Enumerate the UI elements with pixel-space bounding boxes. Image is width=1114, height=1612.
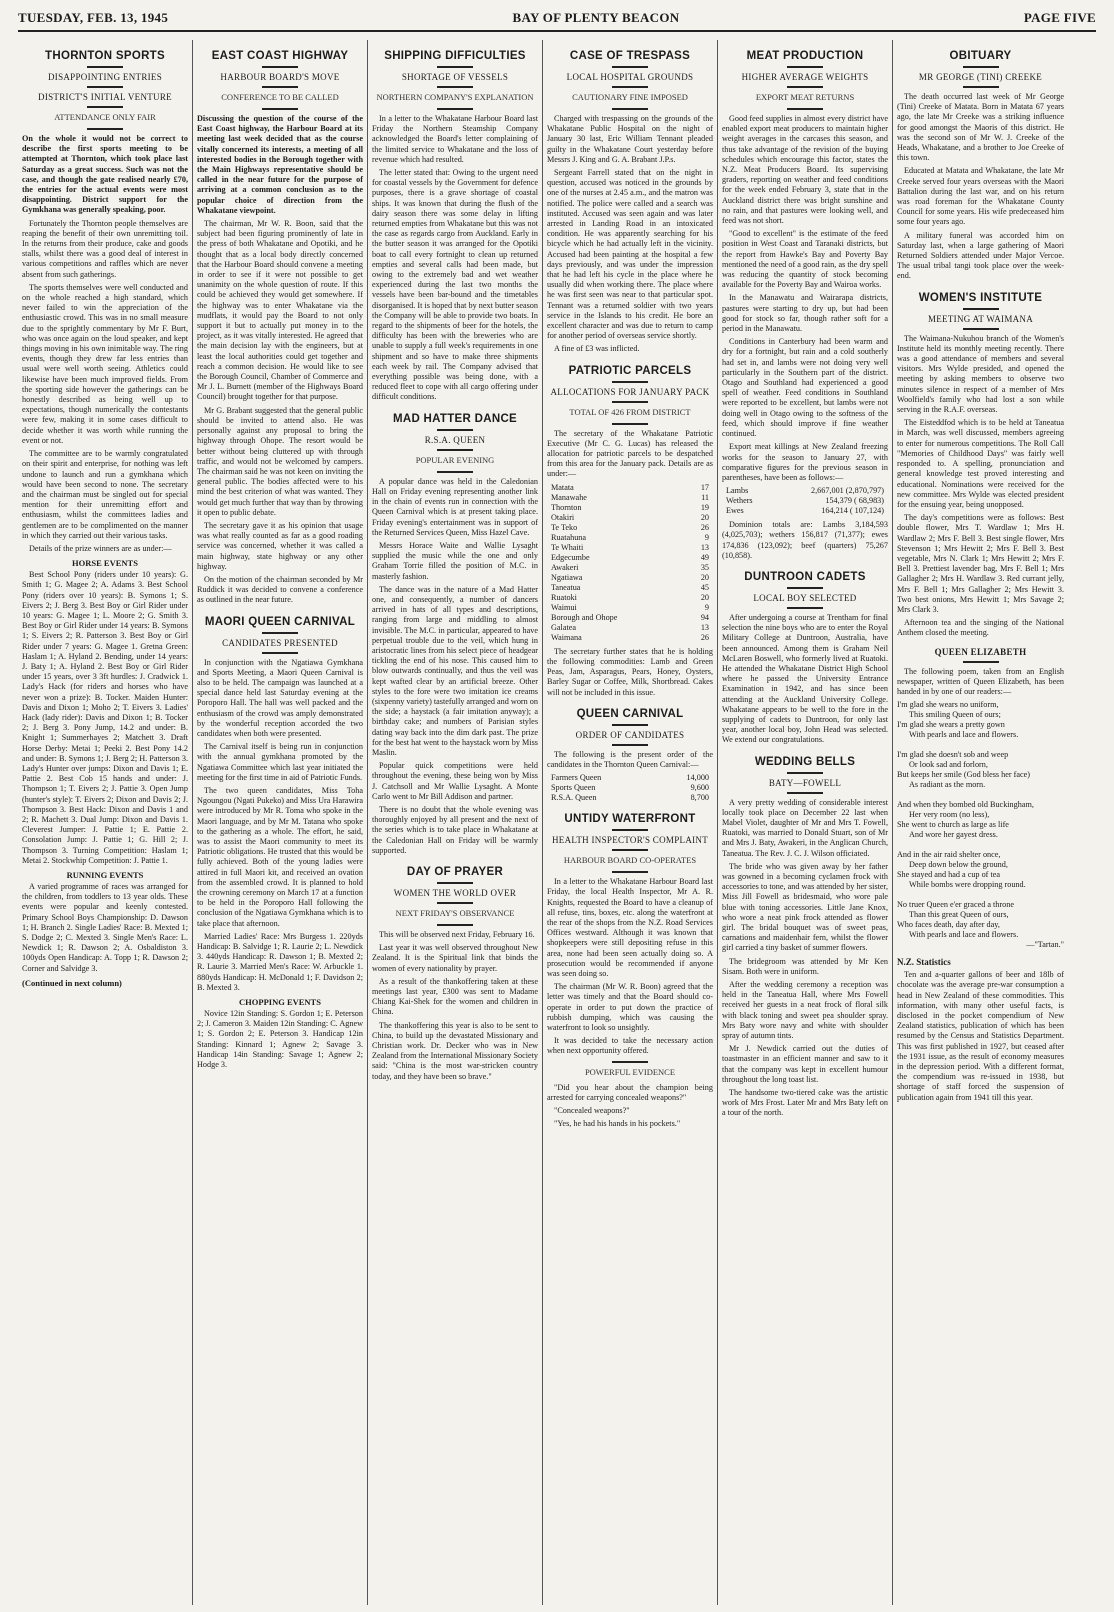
poem-line: I'm glad she wears no uniform, — [897, 700, 999, 710]
paragraph: It was decided to take the necessary action when next opportunity offered. — [547, 1036, 713, 1056]
paragraph: The two queen candidates, Miss Toha Ngoungou (Ngati Pukeko) and Miss Ura Harawira were introduced by Mr R. Toma who spoke in the Maori language, and by Mr M. Tatana who spoke to the gathering as a whole. The effort, he said, was to assist the Maori community to meet its Patriotic obligations. He trusted that this would be fully achieved. Both of the young ladies were attired in full Maori kit, and received an ovation from the assembled crowd. It is planned to hold the crowning ceremony on March 17 at a function to be held in the Poroporo Hall following the conclusion of the Ngatiawa Gymkhana which is to take place that afternoon. — [197, 785, 363, 928]
divider — [787, 86, 823, 88]
table-cell: Galatea — [551, 622, 576, 632]
paragraph: Good feed supplies in almost every district have enabled export meat producers to maintain higher weight averages in the carcases this season, and thus take advantage of the revision of the buying schedules which encourage this factor, states the N.Z. Meat Producers Board. Its supervising graders, reporting on weather and feed conditions for the week ended February 3, state that in the Auckland district there was bright sunshine and no rain, and that pastures were looking well, and feed was not short. — [722, 114, 888, 226]
paragraph: As a result of the thankoffering taken at these meetings last year, £300 was sent to Madame Chiang Kai-Shek for the women and children in China. — [372, 976, 538, 1017]
paragraph: The Waimana-Nukuhou branch of the Women's Institute held its monthly meeting recently. There was a good attendance of members and several visitors. Mrs Wylde presided, and opened the meeting by asking members to observe two minutes silence in respect of a member of Mrs Woolfield's family who had lost a son while serving in the R.A.F. overseas. — [897, 333, 1064, 415]
table-cell: Ruatahuna — [551, 532, 587, 542]
column-5 — [718, 40, 893, 1605]
divider — [787, 587, 823, 589]
table-cell: 26 — [700, 522, 709, 532]
table-row — [722, 496, 888, 506]
table-cell: 13 — [700, 542, 709, 552]
table-cell: Farmers Queen — [551, 773, 602, 783]
table-cell: 20 — [700, 592, 709, 602]
paragraph: Last year it was well observed throughout New Zealand. It is the Spiritual link that binds the women of every nationality by prayer. — [372, 943, 538, 973]
table-cell: 14,000 — [686, 773, 709, 783]
table-row — [547, 773, 713, 783]
table-cell: Borough and Ohope — [551, 612, 618, 622]
table-cell: 20 — [700, 572, 709, 582]
table-cell: 154,379 ( 68,983) — [825, 496, 884, 506]
column-4 — [543, 40, 718, 1605]
divider — [612, 66, 648, 68]
divider — [437, 86, 473, 88]
divider — [963, 308, 999, 310]
article-case-of-trespass — [547, 50, 713, 355]
divider — [963, 86, 999, 88]
poem-line: And wore her gayest dress. — [909, 830, 998, 840]
subheading: CANDIDATES PRESENTED — [222, 637, 338, 648]
headline: PATRIOTIC PARCELS — [568, 364, 692, 377]
divider — [612, 829, 648, 831]
paragraph: The secretary of the Whakatane Patriotic Executive (Mr C. G. Lucas) has released the allocation for patriotic parcels to be despatched from this area for the January pack. Details are as under:— — [547, 428, 713, 479]
poem-line: Who faces death, day after day, — [897, 920, 1000, 930]
paragraph: Export meat killings at New Zealand freezing works for the season to January 27, with comparative figures for the previous season in parentheses, have been as follows:— — [722, 442, 888, 482]
headline: N.Z. Statistics — [897, 957, 951, 968]
column-2 — [193, 40, 368, 1605]
table-cell: 8,700 — [690, 793, 709, 803]
table-row — [547, 593, 713, 603]
table-row — [547, 493, 713, 503]
table-cell: 94 — [700, 612, 709, 622]
divider — [612, 108, 648, 110]
poem-line: She went to church as large as life — [897, 820, 1009, 830]
divider — [612, 744, 648, 746]
divider — [963, 661, 999, 663]
divider — [787, 772, 823, 774]
table-cell: Taneatua — [551, 582, 581, 592]
continuation-note: (Continued in next column) — [22, 977, 122, 988]
paragraph: Educated at Matata and Whakatane, the late Mr Creeke served four years overseas with the Maori Battalion during the last war, and on his return was road foreman for the Whakatane County Council for some years. His wife predeceased him some four years ago. — [897, 166, 1064, 227]
divider — [437, 924, 473, 926]
subheading: CONFERENCE TO BE CALLED — [221, 92, 339, 102]
article-patriotic-parcels — [547, 365, 713, 698]
poem-line: With pearls and lace and flowers. — [909, 730, 1019, 740]
table-cell: Sports Queen — [551, 783, 596, 793]
results-paragraph: Novice 12in Standing: S. Gordon 1; E. Peterson 2; J. Cameron 3. Maiden 12in Standing: C. Agnew 1; S. Gordon 2; E. Peterson 3. Handicap 12in Standing: Kinnard 1; Agnew 2; Savage 3. Handicap 14in Standing: Savage 1; Agnew 2; Hodge 3. — [197, 1009, 363, 1070]
subheading: MR GEORGE (TINI) CREEKE — [918, 72, 1043, 82]
table-row — [547, 553, 713, 563]
table-cell: 49 — [700, 552, 709, 562]
paragraph: The Eisteddfod which is to be held at Taneatua in March, was well discussed, members agreeing to enter for numerous competitions. The Roll Call "Memories of Childhood Days" was fairly well responded to. A spelling, pronunciation and general knowledge test proved interesting and educational. Nominations were received for the new committee. Mrs Wylde was elected president for the ensuing year, being unopposed. — [897, 418, 1064, 509]
table-row — [547, 583, 713, 593]
headline: SHIPPING DIFFICULTIES — [384, 50, 526, 62]
paragraph: Charged with trespassing on the grounds of the Whakatane Public Hospital on the night of January 30 last, Eric William Tennant pleaded guilty in the Whakatane Court yesterday before Messrs J. King and G. A. Brabant J.P.s. — [547, 114, 713, 164]
headline: WEDDING BELLS — [754, 755, 856, 768]
poem-line: And when they bombed old Buckingham, — [897, 800, 1034, 810]
paragraph: After undergoing a course at Trentham for final selection the nine boys who are to enter the Royal Military College at Duntroon, Australia, have been announced. Among them is Graham Neil McLaren Boswell, who formerly lived at Ruatoki. He attended the Whakatane District High School where he passed the University Entrance Examination in 1942, and has since been attending at the Auckland University College. Whakatane appears to be well to the fore in the supplying of cadets to Duntroon, for only last year, another local boy, John Head was selected. We extend our congratulations. — [722, 612, 888, 745]
headline: DUNTROON CADETS — [744, 570, 866, 583]
newspaper-name: BAY OF PLENTY BEACON — [512, 10, 680, 25]
divider — [437, 471, 473, 473]
poem-line: As radiant as the morn. — [909, 780, 986, 790]
article-nz-statistics — [897, 957, 1064, 1103]
table-cell: Otakiri — [551, 512, 575, 522]
table-row — [547, 523, 713, 533]
divider — [787, 792, 823, 794]
subheading: MEETING AT WAIMANA — [927, 313, 1034, 324]
subheading: DISTRICT'S INITIAL VENTURE — [38, 92, 172, 102]
divider — [262, 66, 298, 68]
paragraph: In a letter to the Whakatane Harbour Board last Friday, the local Health Inspector, Mr A. R. Knights, requested the Board to have a cleanup of all refuse, tins, boxes, etc. along the waterfront at the rear of the shops from the N.Z. Road Services Offices westward. Although it was known that shopkeepers were still depositing refuse in this area, none had been seen actually doing so. A prosecution would be recommended if anyone was seen doing so. — [547, 877, 713, 978]
divider — [87, 66, 123, 68]
table-cell: 13 — [700, 622, 709, 632]
headline: UNTIDY WATERFRONT — [564, 813, 696, 826]
paragraph: Sergeant Farrell stated that on the night in question, accused was noticed in the grounds by one of the nurses at 2.45 a.m., and the matron was notified. The police were called and a search was instituted. Accused was seen again and was later arrested in Landing Road in an intoxicated condition. He was apparently searching for his bicycle which he had actually left in the vicinity. Accused had been painting at the hospital a few days previously, and was under the impression that he had left his cycle in the place where he usually did when working there. The place where he was first seen was near to that particular spot. Tennant was a returned soldier with two years service in the Islands to his credit. He bore an excellent character and was due to return to camp for another period of overseas service shortly. — [547, 168, 713, 341]
table-cell: Te Whaiti — [551, 542, 584, 552]
parcel-allocation-table — [547, 483, 713, 643]
poem-line — [897, 790, 1064, 800]
paragraph: The sports themselves were well conducted and on the whole reached a high standard, which never failed to win the appreciation of the enthusiastic crowd. This was in no small measure due to the sprightly commentary by Mr F. Burt, who was once again on the loud speaker, and kept things moving in his own inimitable way. The ring events, though they drew far less entries than usual were well worth seeing. Athletics could likewise have been much improved fields. From the sporting side however the gatherings can be honestly described as being well up to expectations, though numerically the contestants were few, making it in some cases difficult to decide whether it was worth while running the event or not. — [22, 282, 188, 445]
paragraph: "Did you hear about the champion being arrested for carrying concealed weapons?" — [547, 1082, 713, 1102]
paragraph: On the motion of the chairman seconded by Mr Ruddick it was decided to convene a conference as outlined in the near future. — [197, 574, 363, 605]
paragraph: Ten and a-quarter gallons of beer and 18lb of chocolate was the average pre-war consumption a head in New Zealand of these commodities. This information, with many other useful facts, is disclosed in the pocket compendium of New Zealand statistics, publication of which has been resumed by the Census and Statistics Department. This was first published in 1927, but ceased after the 1931 issue, as the result of economy measures in the depression period. With a different format, the compendium was re-issued in 1938, but shortage of staff forced the suspension of publication again from 1941 till this year. — [897, 970, 1064, 1102]
article-obituary — [897, 50, 1064, 282]
paragraph: The secretary gave it as his opinion that usage was what really counted as far as a good roading service was concerned, whether it was called a main highway, state highway or any other highway. — [197, 520, 363, 571]
subheading: SHORTAGE OF VESSELS — [401, 72, 509, 82]
table-cell: Ewes — [726, 506, 744, 516]
divider — [262, 86, 298, 88]
article-meat-production — [722, 50, 888, 561]
paragraph: In conjunction with the Ngatiawa Gymkhana and Sports Meeting, a Maori Queen Carnival is also to be held. The campaign was launched at a special dance held last Saturday evening at the Poroporo Hall. The hall was well packed and the enthusiasm of the crowd was amply demonstrated by the wonderful reception accorded the two candidates when both were presented. — [197, 657, 363, 738]
article-east-coast-highway — [197, 50, 363, 606]
poem-line — [897, 840, 1064, 850]
paragraph: Fortunately the Thornton people themselves are reaping the benefit of their own unremitting toil. In the returns from their produce, cake and goods stalls, whilst there was a good deal of interest in various competitions and raffles which are never absent from such gatherings. — [22, 218, 188, 279]
table-cell: 45 — [700, 582, 709, 592]
subheading: NORTHERN COMPANY'S EXPLANATION — [376, 92, 534, 102]
table-cell: 35 — [700, 562, 709, 572]
paragraph: A very pretty wedding of considerable interest locally took place on December 22 last when Mabel Violet, daughter of Mr and Mrs T. Fowell, Ruatoki, was married to Donald Stuart, son of Mr and Mrs J. Baty, Awakeri, in the Anglican Church, Taneatua. The Rev. J. C. J. Wilson officiated. — [722, 797, 888, 858]
results-paragraph: Best School Pony (riders under 10 years): G. Smith 1; G. Magee 2; A. Adams 3. Best School Pony (riders over 10 years): B. Symons 1; S. Eivers 2; J. Berg 3. Best Boy or Girl Rider under 10 years: G. Magee 1; L. Moore 2; G. Smith 3. Best Boy or Girl Rider under 14 years: B. Symons 1; S. Eivers 2; R. Patterson 3. Best Boy or Girl Rider under 7 years: G. Magee 1. Gretna Green: Haslam 1; A. Hyland 2. Bending, under 14 years: J. Baty 1; A. Hyland 2. Best Boy or Girl Rider under 15 years, over 3 3ft hurdles: J. Cradwick 1. Lady's Hack (for riders and horses who have never won a prize): B. Tocker. Maiden Hunter: Davis and Dixon 1; Moho 2; T. Eivers 3. Ladies' Hack (lady rider): Davis and Dixon 1; B. Tocker 2; J. Berg 3. Pony Jump, 14.2 and under: B. Knight 1; Summerhayes 2; Matchett 3. Draft Horse Derby: Metai 1; Peeki 2. Best Pony 14.2 and under: B. Symons 1; J. Berg 2; H. Patterson 3. Lady's Hunter over jumps: Dixon and Davis 1; E. Pattie 2. Best Cob 15 hands and under: J. Thompson 1; T. Eivers 2; J. Pattie 3. Open Jump (hunter's style): T. Eivers 2; Dixon and Davis 2; J. Thompson 3. Best Hack: Dixon and Davis 1 and 2; R. Machett 3. Dual Jump: Dixon and Davis 1. Cleverest Jumper: J. Pattie 1; E. Pattie 2. Consolation Jump: J. Pattie 1; G. Hill 2; J. Thompson 3. Turning Competition: Haslam 1; Metai 2. Stockwhip Competition: J. Pattie 1. — [22, 570, 188, 865]
subheading: EXPORT MEAT RETURNS — [755, 92, 855, 102]
lead-paragraph: Discussing the question of the course of the East Coast highway, the Harbour Board at its meeting last week decided that as the course vitally concerned its interests, a meeting of all interested bodies in the Borough together with the Main Highways representative should be called in the near future for the purpose of arriving at a common conclusion as to the popular choice of direction from the Whakatane viewpoint. — [197, 114, 363, 215]
section-heading: CHOPPING EVENTS — [239, 997, 321, 1008]
paragraph: There is no doubt that the whole evening was thoroughly enjoyed by all present and the next of the series which is to take place in Whakatane at the Caledonian Hall on Friday will be warmly supported. — [372, 804, 538, 855]
paragraph: Afternoon tea and the singing of the National Anthem closed the meeting. — [897, 618, 1064, 638]
paragraph: A fine of £3 was inflicted. — [554, 344, 640, 354]
headline: OBITUARY — [949, 50, 1012, 62]
table-cell: Waimana — [551, 632, 582, 642]
table-cell: 11 — [701, 492, 709, 502]
table-cell: Thornton — [551, 502, 582, 512]
headline: MAORI QUEEN CARNIVAL — [204, 615, 356, 628]
paragraph: The death occurred last week of Mr George (Tini) Creeke of Matata. Born in Matata 67 years ago, the late Mr Creeke was a striking influence for good amongst the Maoris of this district. He was the second son of Mr W. J. Creeke of the Heads, Whakatane, and a brother to Joe Creeke of this town. — [897, 92, 1064, 163]
paragraph: The committee are to be warmly congratulated on their spirit and enterprise, for nothing was left undone to launch and run a gymkhana which would have been second to none. The secretary and the chairman must be singled out for special mention for their unremitting effort and enthusiasm, whilst the committees ladies and gentlemen are to be complimented on the manner in which they carried out their various tasks. — [22, 449, 188, 540]
subheading: BATY—FOWELL — [768, 777, 842, 788]
table-cell: 17 — [700, 482, 709, 492]
poem-line: But keeps her smile (God bless her face) — [897, 770, 1031, 780]
divider — [612, 86, 648, 88]
article-wedding-bells — [722, 756, 888, 1119]
paragraph: A military funeral was accorded him on Saturday last, when a large gathering of Maori Returned Soldiers attended under Major Vercoe. The usual tribal tangi took place over the week-end. — [897, 230, 1064, 281]
paragraph: The chairman, Mr W. R. Boon, said that the subject had been figuring prominently of late in the press of both Whakatane and Opotiki, and he thought that as a local body directly concerned that the Harbour Board should convene a meeting in order to see if it were not possible to get unanimity on the whole question of route. If this could be achieved they would get somewhere. If the highway was to enter Whakatane via the mudflats, it would pay the Board to not only support it but to actually put money in to the project, as it was vitally interested. He agreed that the main decision lay with the engineers, but at least the local authorities could get together and reach a common decision. He would like to see the Borough Council, Chamber of Commerce and Mr J. L. Burnett (member of the Highways Board Council) brought together for that purpose. — [197, 219, 363, 402]
column-1 — [18, 40, 193, 1605]
paragraph: This will be observed next Friday, February 16. — [379, 930, 535, 939]
subheading: CAUTIONARY FINE IMPOSED — [572, 92, 688, 102]
paragraph: Messrs Horace Waite and Wallie Lysaght supplied the music while the one and only Graham Torrie filled the position of M.C. in masterly fashion. — [372, 540, 538, 581]
headline: EAST COAST HIGHWAY — [211, 50, 349, 62]
poem-line: This smiling Queen of ours; — [909, 710, 1001, 720]
table-row — [547, 563, 713, 573]
table-row — [547, 543, 713, 553]
column-3 — [368, 40, 543, 1605]
paragraph: Details of the prize winners are as under:— — [29, 543, 172, 553]
subheading: DISAPPOINTING ENTRIES — [47, 72, 163, 82]
table-cell: Waimui — [551, 602, 577, 612]
table-cell: R.S.A. Queen — [551, 793, 597, 803]
lead-paragraph: On the whole it would not be correct to describe the first sports meeting to be attempted at Thornton, which took place last Saturday as a great success. Such was not the case, and though the gate realised nearly £70, the entries for the actual events were most disappointing. District support for the Gymkhana was generally speaking, poor. — [22, 134, 188, 215]
meat-killings-table — [722, 486, 888, 516]
table-row — [547, 793, 713, 803]
divider — [437, 429, 473, 431]
subheading: HEALTH INSPECTOR'S COMPLAINT — [551, 835, 709, 846]
headline: QUEEN CARNIVAL — [576, 707, 684, 720]
section-heading: RUNNING EVENTS — [66, 870, 144, 881]
results-paragraph: Married Ladies' Race: Mrs Burgess 1. 220yds Handicap: B. Salvidge 1; R. Laurie 2; L. Newdick 3. 440yds Handicap: R. Dawson 1; B. Mexted 2; R. Laurie 3. Married Men's Race: W. Arbuckle 1. 880yds Handicap: H. McDonald 1; F. Davidson 2; B. Mexted 3. — [197, 931, 363, 992]
poem-line: Deep down below the ground, — [909, 860, 1008, 870]
divider — [437, 108, 473, 110]
article-shipping-difficulties — [372, 50, 538, 403]
poem-line: And in the air raid shelter once, — [897, 850, 1001, 860]
poem-line: While bombs were dropping round. — [909, 880, 1026, 890]
subheading: POPULAR EVENING — [415, 454, 495, 465]
table-row — [547, 623, 713, 633]
page-number: PAGE FIVE — [1023, 10, 1096, 25]
headline: MAD HATTER DANCE — [392, 412, 518, 425]
paragraph: The letter stated that: Owing to the urgent need for coastal vessels by the Government for defence purposes, there is a grave shortage of coastal ships. It was known that during the flush of the dairy season there was some delay in lifting returned empties from Whakatane but this was not the case as regards cargo from Auckland. Early in the butter season it was arranged for the Opotiki boat to call every fortnight to clean up returned empties and several calls had been made, but owing to the extremely bad and wet weather experienced during the last two months the vessels have been bar-bound and the timetables disorganised. It is hoped that by next butter season the Company will be able to provide two boats. In regard to the shipments of beer for the hotels, the difficulty has been with the breweries who are unable to supply a full week's requirements in one shipment and so have to make three shipments each week by rail. The Company advised that everything possible was being done, with a reduced fleet to cope with all cargo offering under difficult conditions. — [372, 168, 538, 402]
table-cell: Manawahe — [551, 492, 587, 502]
table-row — [722, 506, 888, 516]
article-mad-hatter-dance — [372, 413, 538, 856]
paragraph: The Carnival itself is being run in conjunction with the annual gymkhana promoted by the Ngatiawa Committee which last year initiated the meeting for the first time in aid of Patriotic Funds. — [197, 742, 363, 782]
issue-date: TUESDAY, FEB. 13, 1945 — [18, 10, 169, 25]
divider — [612, 1061, 648, 1063]
divider — [87, 86, 123, 88]
paragraph: The following poem, taken from an English newspaper, written of Queen Elizabeth, has been handed in by one of our readers:— — [897, 666, 1064, 696]
article-queen-elizabeth — [897, 647, 1064, 950]
headline: QUEEN ELIZABETH — [934, 646, 1027, 657]
paragraph: Dominion totals are: Lambs 3,184,593 (4,025,703); wethers 156,817 (71,377); ewes 174,836 (123,092); beef (quarters) 75,267 (10,858). — [722, 520, 888, 560]
table-row — [547, 613, 713, 623]
divider — [87, 128, 123, 130]
subheading: HARBOUR BOARD CO-OPERATES — [563, 855, 697, 866]
results-paragraph: A varied programme of races was arranged for the children, from toddlers to 13 year olds. These events were popular and keenly contested. Primary School Boys Championship: D. Dawson 1; H. Branch 2. Single Ladies' Race: B. Mexted 1; S. Dodge 2; C. Mexted 3. Single Men's Race: L. Newdick 1; R. Dawson 2; A. Osbaldiston 3. 100yds Open Handicap: A. Topp 1; R. Dawson 2; Corner and Salvidge 3. — [22, 882, 188, 973]
paragraph: Conditions in Canterbury had been warm and dry for a fortnight, but rain and a cold southerly had set in, and lambs were not doing very well particularly in the Southern part of the district. Otago and Southland had experienced a good spell of weather. Feed conditions in Southland were reported to be excellent, but lambs were not doing well in Otago owing to the softness of the feed, which should improve if fine weather continued. — [722, 337, 888, 439]
table-cell: 9 — [704, 532, 709, 542]
poem — [897, 700, 1064, 940]
paragraph: "Concealed weapons?" — [554, 1105, 630, 1115]
paragraph: The handsome two-tiered cake was the artistic work of Mrs Frost. Later Mr and Mrs Baty left on a tour of the north. — [722, 1088, 888, 1118]
subheading: WOMEN THE WORLD OVER — [393, 888, 517, 898]
table-cell: Ruatoki — [551, 592, 577, 602]
subheading: ORDER OF CANDIDATES — [575, 729, 685, 740]
article-duntroon-cadets — [722, 571, 888, 746]
divider — [612, 871, 648, 873]
table-row — [547, 533, 713, 543]
paragraph: In a letter to the Whakatane Harbour Board last Friday the Northern Steamship Company acknowledged the Board's letter complaining of the limited service to Whakatane and the loss of revenue which had resulted. — [372, 114, 538, 164]
table-cell: Wethers — [726, 496, 753, 506]
poem-line: Than this great Queen of ours, — [909, 910, 1009, 920]
headline: MEAT PRODUCTION — [746, 50, 864, 62]
poem-line: With pearls and lace and flowers. — [909, 930, 1019, 940]
table-row — [547, 783, 713, 793]
divider — [612, 401, 648, 403]
paragraph: The chairman (Mr W. R. Boon) agreed that the letter was timely and that the Board should co-operate in order to put down the practice of rubbish dumping, which was causing the waterfront to look so unsightly. — [547, 982, 713, 1032]
table-row — [547, 633, 713, 643]
paragraph: The bridegroom was attended by Mr Ken Sisam. Both were in uniform. — [722, 956, 888, 976]
divider — [262, 632, 298, 634]
divider — [437, 882, 473, 884]
table-row — [547, 513, 713, 523]
subheading: LOCAL HOSPITAL GROUNDS — [566, 72, 694, 82]
masthead — [18, 6, 1096, 32]
paragraph: Mr J. Newdick carried out the duties of toastmaster in an efficient manner and saw to it that the company was kept in excellent humour throughout the long toast list. — [722, 1044, 888, 1084]
divider — [787, 66, 823, 68]
divider — [963, 66, 999, 68]
poem-line: Or look sad and forlorn, — [909, 760, 988, 770]
paragraph: The dance was in the nature of a Mad Hatter one, and consequently, a number of dancers arrived in hats of all types and descriptions, ranging from large and middling to almost invisible. The M.C. in particular, appeared to have perpetual trouble due to the veil, which hung in aristocratic lines from his select piece of headgear tickling the end of his nose. This caused him to blow outwards continually, and thus the veil was kept wafted clear by an artificial breeze. Other styles to the fore were two imitation ice creams (sixpenny variety) tastefully arranged and worn on the side; a haystack (a fair imitation anyway); a birthday cake; and numbers of Parisian styles dating way back into the dim dark past. The prize for the best hat went to the haystack worn by Miss Maslin. — [372, 584, 538, 757]
divider — [612, 724, 648, 726]
article-day-of-prayer — [372, 866, 538, 1082]
divider — [787, 108, 823, 110]
subheading: HIGHER AVERAGE WEIGHTS — [741, 72, 869, 82]
article-untidy-waterfront — [547, 813, 713, 1129]
subheading: TOTAL OF 426 FROM DISTRICT — [569, 406, 691, 417]
divider — [437, 902, 473, 904]
divider — [262, 652, 298, 654]
divider — [963, 328, 999, 330]
divider — [437, 449, 473, 451]
paragraph: The thankoffering this year is also to be sent to China, to build up the devastated Missionary and Christian work. Dr. Decker who was in New Zealand from the International Missionary Society said: "China is the most war-stricken country today, and they have been so brave." — [372, 1020, 538, 1081]
subheading: ATTENDANCE ONLY FAIR — [54, 112, 156, 122]
paragraph: The bride who was given away by her father was gowned in a becoming cyclamen frock with accessories to tone, and was attended by her sister, Miss Jill Fowell as bridesmaid, who wore pale blue with toning accessories. Little Jane Knox, who wore a neat pink frock attended as flower girl. The bridal bouquet was of sweet peas, carnations and maidenhair fern, whilst the flower girl carried a tiny basket of summer flowers. — [722, 861, 888, 953]
article-womens-institute — [897, 292, 1064, 639]
poem-line: I'm glad she wears a pretty gown — [897, 720, 1005, 730]
poem-line — [897, 890, 1064, 900]
poem-line: She stayed and had a cup of tea — [897, 870, 1000, 880]
poem-line: Her very room (no less), — [909, 810, 990, 820]
table-cell: Edgecumbe — [551, 552, 590, 562]
section-heading: HORSE EVENTS — [72, 558, 138, 569]
divider — [787, 607, 823, 609]
article-maori-queen-carnival — [197, 616, 363, 1071]
table-cell: Awakeri — [551, 562, 579, 572]
candidate-votes-table — [547, 773, 713, 803]
paragraph: The following is the present order of the candidates in the Thornton Queen Carnival:— — [547, 749, 713, 769]
paragraph: "Yes, he had his hands in his pockets." — [554, 1119, 681, 1129]
poem-line: No truer Queen e'er graced a throne — [897, 900, 1014, 910]
table-cell: 9,600 — [690, 783, 709, 793]
table-cell: 2,667,001 (2,870,797) — [811, 486, 884, 496]
table-row — [722, 486, 888, 496]
table-cell: Lambs — [726, 486, 749, 496]
table-cell: 19 — [700, 502, 709, 512]
headline: THORNTON SPORTS — [45, 50, 165, 62]
table-row — [547, 603, 713, 613]
paragraph: A popular dance was held in the Caledonian Hall on Friday evening representing another link in the chain of events run in connection with the Queen Carnival which is at present taking place. Friday evening's entertainment was in support of the Returned Services Queen, Miss Hazel Cave. — [372, 476, 538, 537]
table-cell: 20 — [700, 512, 709, 522]
divider — [262, 108, 298, 110]
headline: CASE OF TRESPASS — [569, 50, 691, 62]
subheading: NEXT FRIDAY'S OBSERVANCE — [395, 908, 515, 918]
poem-line — [897, 740, 1064, 750]
table-row — [547, 503, 713, 513]
paragraph: After the wedding ceremony a reception was held in the Taneatua Hall, where Mrs Fowell received her guests in a neat frock of floral silk with black toning and sweet pea shoulder spray. Mrs Baty wore navy and white with shoulder spray of autumn tints. — [722, 980, 888, 1041]
table-cell: Matata — [551, 482, 574, 492]
subheading: R.S.A. QUEEN — [424, 434, 486, 445]
paragraph: "Good to excellent" is the estimate of the feed position in West Coast and Taranaki districts, but the report from Hawke's Bay and Poverty Bay mentioned the need of a good rain, as the dry spell was reducing the quantity of stock becoming available for the Poverty Bay and Wairoa works. — [722, 229, 888, 290]
divider — [612, 849, 648, 851]
divider — [612, 423, 648, 425]
subheading: ALLOCATIONS FOR JANUARY PACK — [550, 386, 710, 397]
subheading: HARBOUR BOARD'S MOVE — [220, 72, 340, 82]
subheading: POWERFUL EVIDENCE — [584, 1066, 676, 1077]
columns — [18, 40, 1096, 1605]
table-row — [547, 483, 713, 493]
headline: DAY OF PRAYER — [406, 866, 504, 878]
paragraph: The secretary further states that he is holding the following commodities: Lamb and Green Peas, Jam, Asparagus, Pears, Honey, Oysters, Barley Sugar or Coffee, Milk, Shortbread. Cakes will not be included in this issue. — [547, 646, 713, 697]
article-thornton-sports — [22, 50, 188, 988]
poem-signature: —"Tartan." — [1026, 940, 1064, 950]
paragraph: The day's competitions were as follows: Best double flower, Mrs T. Wardlaw 1; Mrs H. Wardlaw 2; Mrs F. Bell 3. Best single flower, Mrs Stevenson 1; Mrs Hewitt 2; Mrs F. Bell 3. Best vegetable, Mrs N. Clark 1; Mrs Hewitt 2; Mrs F. Bell 3. Prettiest lavender bag, Mrs F. Bell 1; Mrs Gallagher 2; Mrs H. Wardlaw 3. Red currant jelly, Mrs F. Bell 1; Mrs Gallagher 2; Mrs Hewitt 3. Two best onions, Mrs Hewitt 1; Mrs Savage 2; Mrs Clark 3. — [897, 513, 1064, 614]
headline: WOMEN'S INSTITUTE — [918, 291, 1043, 304]
table-cell: Te Teko — [551, 522, 578, 532]
poem-line: I'm glad she doesn't sob and weep — [897, 750, 1009, 760]
table-cell: 164,214 ( 107,124) — [821, 506, 884, 516]
column-6 — [893, 40, 1068, 1605]
article-queen-carnival — [547, 708, 713, 803]
divider — [87, 106, 123, 108]
divider — [612, 381, 648, 383]
table-cell: 9 — [704, 602, 709, 612]
table-cell: 26 — [700, 632, 709, 642]
paragraph: Popular quick competitions were held throughout the evening, these being won by Miss J. Catchsoll and Mr Wallie Lysaght. A Monte Carlo went to Mr Bill Addison and partner. — [372, 761, 538, 801]
subheading: LOCAL BOY SELECTED — [753, 592, 857, 603]
table-cell: Ngatiawa — [551, 572, 583, 582]
table-row — [547, 573, 713, 583]
divider — [437, 66, 473, 68]
paragraph: Mr G. Brabant suggested that the general public should be invited to attend also. He was personally against any proposal to bring the highway through Ohope. The resort would be better without being cluttered up with through traffic, and would not be welcomed by campers. The chairman said he was not keen on inviting the general public. The bodies affected were to his mind the best criterion of what was wanted. They would get much further that way than by throwing it open to public debate. — [197, 405, 363, 517]
paragraph: In the Manawatu and Wairarapa districts, pastures were starting to dry up, but had been good for stock so far, though rather soft for a period in the Manawatu. — [722, 293, 888, 334]
